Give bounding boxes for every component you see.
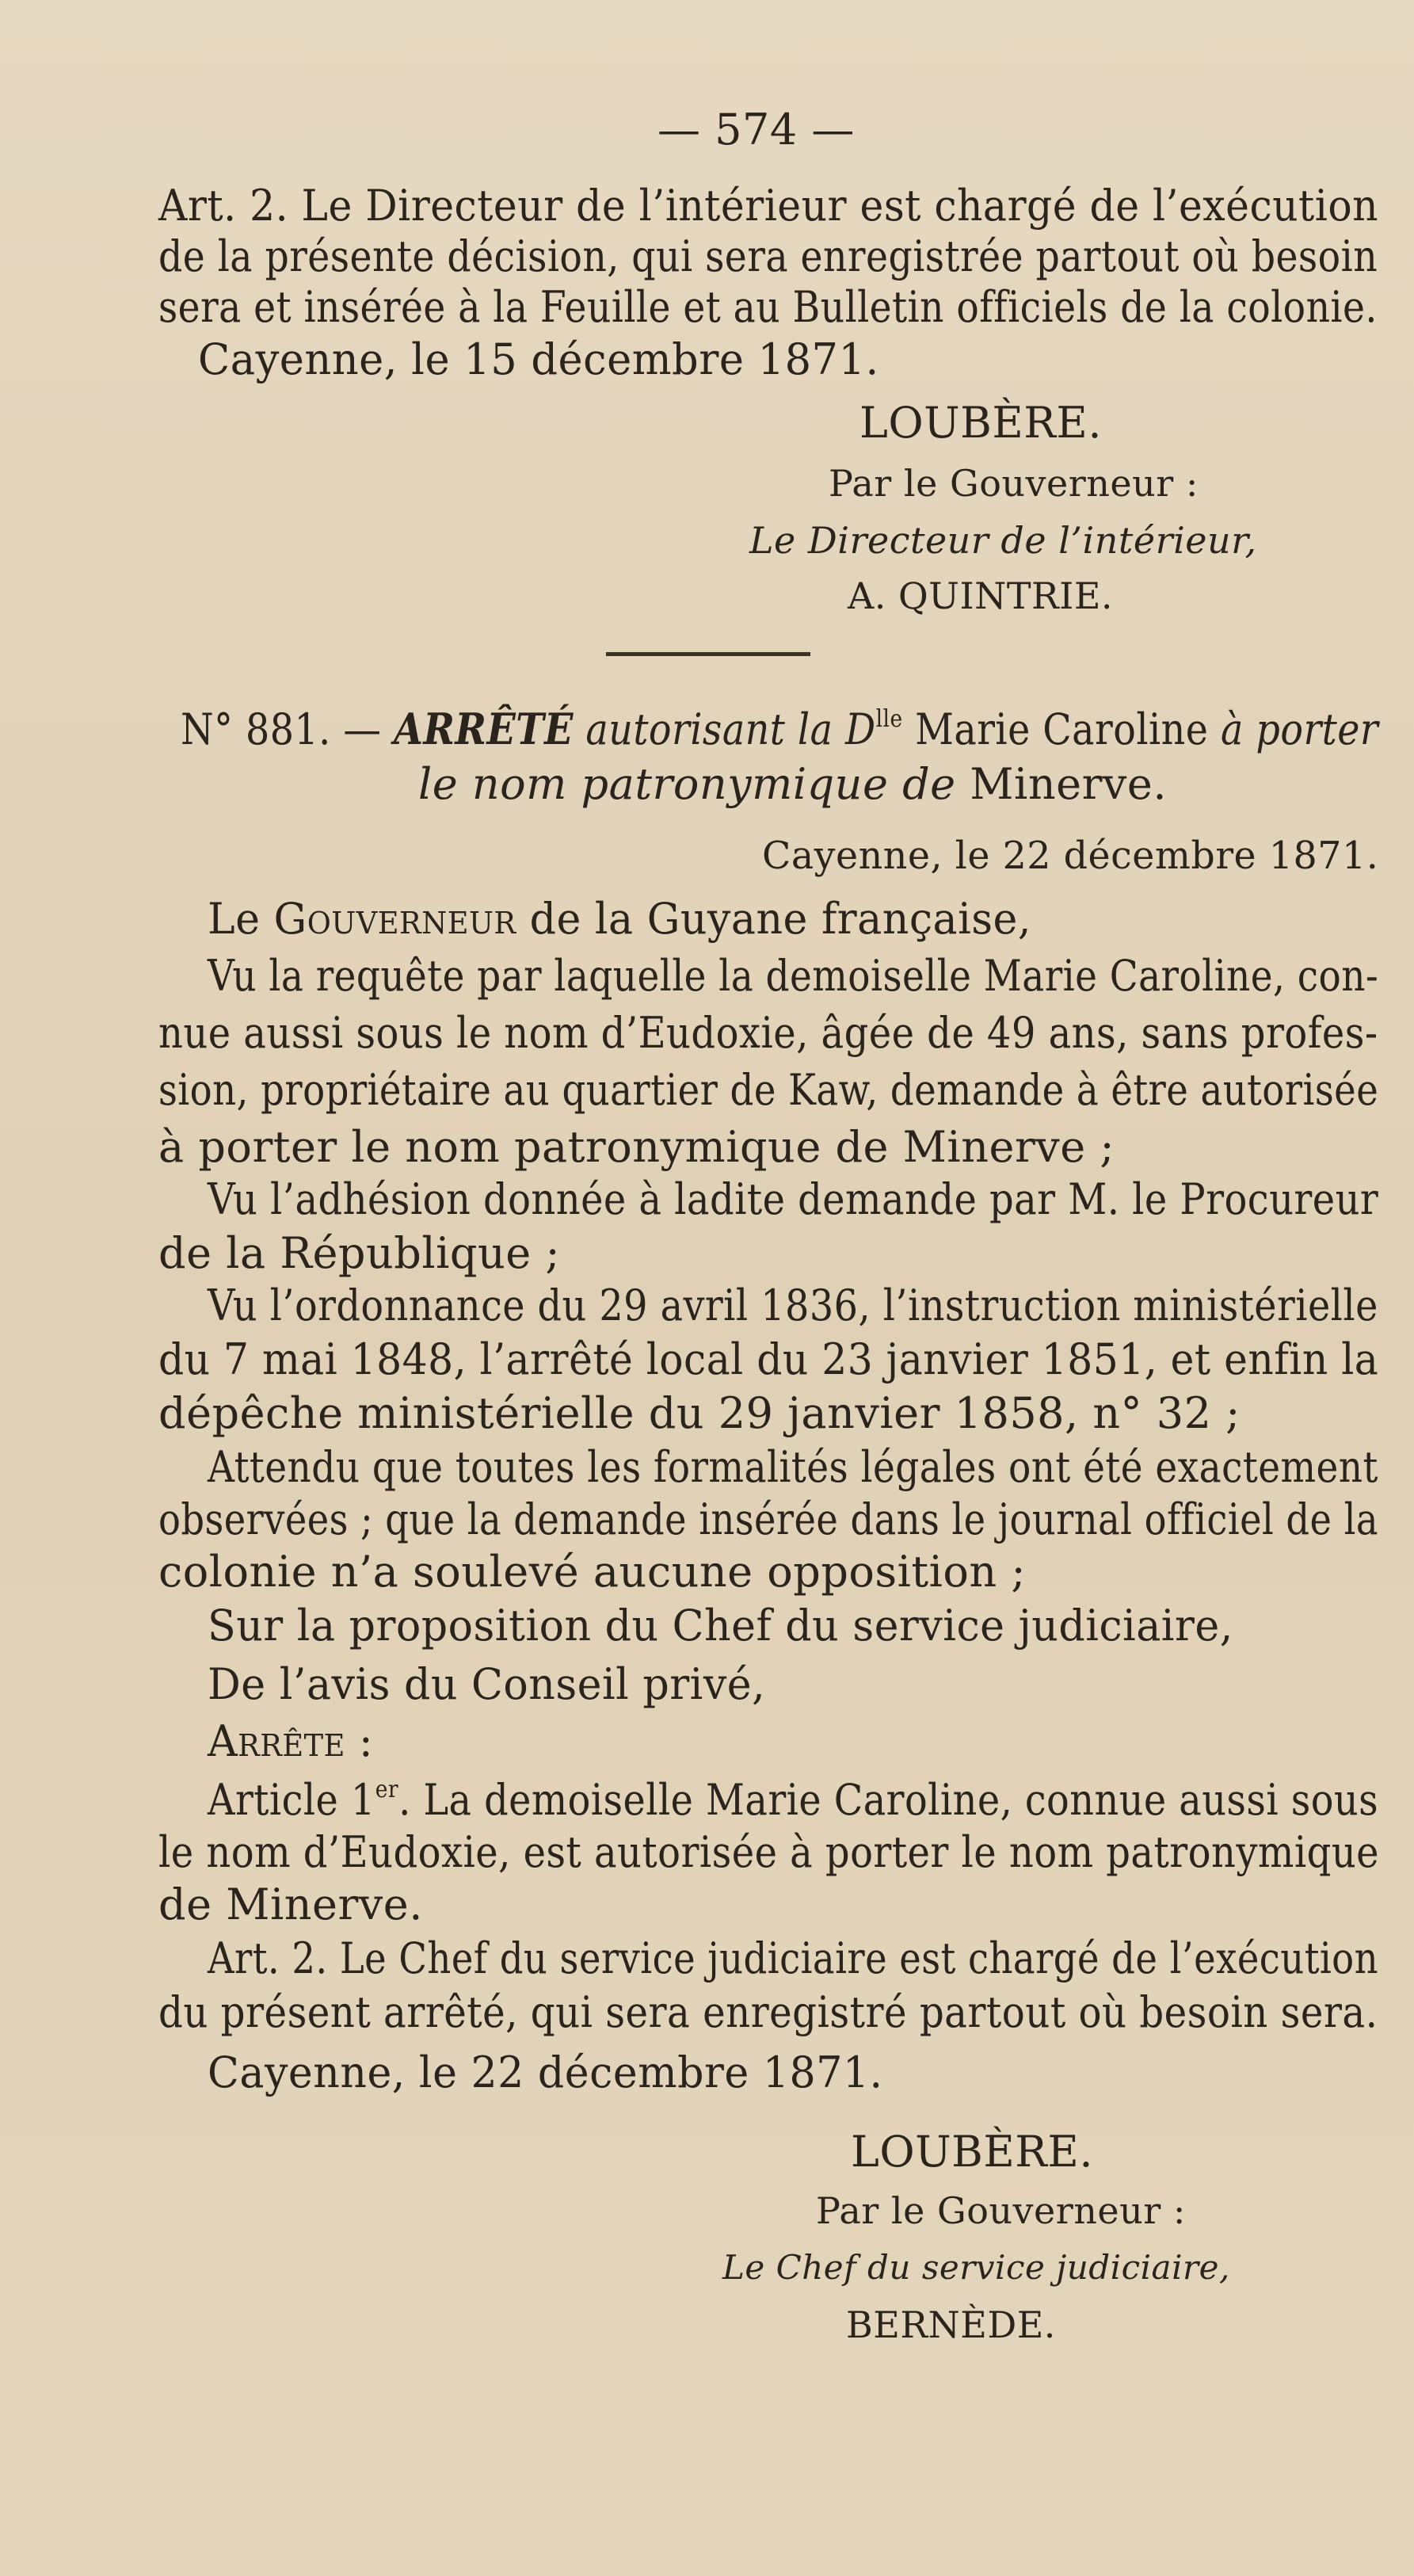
prev-signatory: LOUBÈRE.: [859, 398, 1102, 448]
gouv-word: Gouverneur: [273, 894, 516, 944]
attendu-line1: Attendu que toutes les formalités légales ont été exactement: [208, 1442, 1378, 1492]
decree-title-b: Marie Caroline: [902, 704, 1222, 754]
prev-countersign: A. QUINTRIE.: [848, 574, 1114, 617]
vu3-line2: du 7 mai 1848, l’arrêté local du 23 janvier 1851, et enfin la: [158, 1334, 1379, 1384]
gouv-le: Le: [208, 894, 261, 944]
attendu-line2: observées ; que la demande insérée dans le journal officiel de la: [158, 1494, 1378, 1544]
attendu-line3: colonie n’a soulevé aucune opposition ;: [158, 1547, 1027, 1597]
decree-title-c: à porter: [1221, 704, 1379, 754]
vu3-line3: dépêche ministérielle du 29 janvier 1858, n° 32 ;: [158, 1388, 1241, 1438]
decree-par-le-gouverneur: Par le Gouverneur :: [816, 2189, 1186, 2232]
decree-dateline: Cayenne, le 22 décembre 1871.: [762, 834, 1379, 878]
vu2-line1: Vu l’adhésion donnée à ladite demande par M. le Procureur: [208, 1174, 1379, 1224]
vu3-line1: Vu l’ordonnance du 29 avril 1836, l’instruction ministérielle: [208, 1280, 1378, 1330]
decree-title-a: autorisant la D: [573, 704, 876, 754]
section-separator: [606, 652, 810, 656]
sur-proposition: Sur la proposition du Chef du service judiciaire,: [208, 1601, 1233, 1651]
prev-art2-line3: sera et insérée à la Feuille et au Bulletin officiels de la colonie.: [158, 282, 1378, 332]
gouverneur-line: [208, 894, 1378, 945]
art1-a: Article 1: [208, 1775, 375, 1825]
decree-countersign: BERNÈDE.: [846, 2303, 1056, 2346]
art1-b: . La demoiselle Marie Caroline, connue aussi sous: [398, 1775, 1379, 1825]
decree-title-line2: [418, 759, 1167, 810]
article1-line2: le nom d’Eudoxie, est autorisée à porter le nom patronymique: [158, 1827, 1380, 1877]
article1-line1: [208, 1775, 1379, 1826]
article1-line3: de Minerve.: [158, 1880, 423, 1929]
decree-chef-title: Le Chef du service judiciaire,: [722, 2248, 1230, 2287]
article2-line2: du présent arrêté, qui sera enregistré partout où besoin sera.: [158, 1987, 1378, 2037]
vu1-line3: sion, propriétaire au quartier de Kaw, demande à être autorisée: [158, 1065, 1379, 1115]
vu1-line4: à porter le nom patronymique de Minerve ;: [158, 1122, 1115, 1172]
decree-lle: lle: [875, 705, 903, 733]
arrete-heading: Arrête :: [208, 1716, 374, 1766]
decree-dash: —: [330, 704, 394, 754]
decree-number: N° 881.: [181, 704, 331, 754]
decree-place-date: Cayenne, le 22 décembre 1871.: [208, 2047, 883, 2097]
decree-signatory: LOUBÈRE.: [851, 2127, 1093, 2177]
decree-title-e: Minerve.: [970, 759, 1168, 809]
vu1-line2: nue aussi sous le nom d’Eudoxie, âgée de 49 ans, sans profes-: [158, 1008, 1378, 1058]
prev-place-date: Cayenne, le 15 décembre 1871.: [198, 334, 879, 384]
vu1-line1: Vu la requête par laquelle la demoiselle Marie Caroline, con-: [208, 951, 1379, 1001]
avis-conseil: De l’avis du Conseil privé,: [208, 1659, 766, 1709]
prev-art2-line1: Art. 2. Le Directeur de l’intérieur est chargé de l’exécution: [158, 181, 1379, 231]
art1-sup: er: [375, 1776, 399, 1803]
article2-line1: Art. 2. Le Chef du service judiciaire est chargé de l’exécution: [208, 1933, 1379, 1983]
prev-art2-line2: de la présente décision, qui sera enregistrée partout où besoin: [158, 231, 1378, 281]
vu2-line2: de la République ;: [158, 1228, 561, 1278]
decree-title-line1: [181, 704, 1379, 755]
decree-title-d: le nom patronymique de: [418, 759, 970, 809]
prev-directeur-title: Le Directeur de l’intérieur,: [749, 519, 1257, 562]
page-number: — 574 —: [657, 105, 855, 155]
prev-par-le-gouverneur: Par le Gouverneur :: [829, 462, 1199, 505]
gouv-rest: de la Guyane française,: [516, 894, 1031, 944]
decree-title-word: ARRÊTÉ: [394, 704, 574, 754]
